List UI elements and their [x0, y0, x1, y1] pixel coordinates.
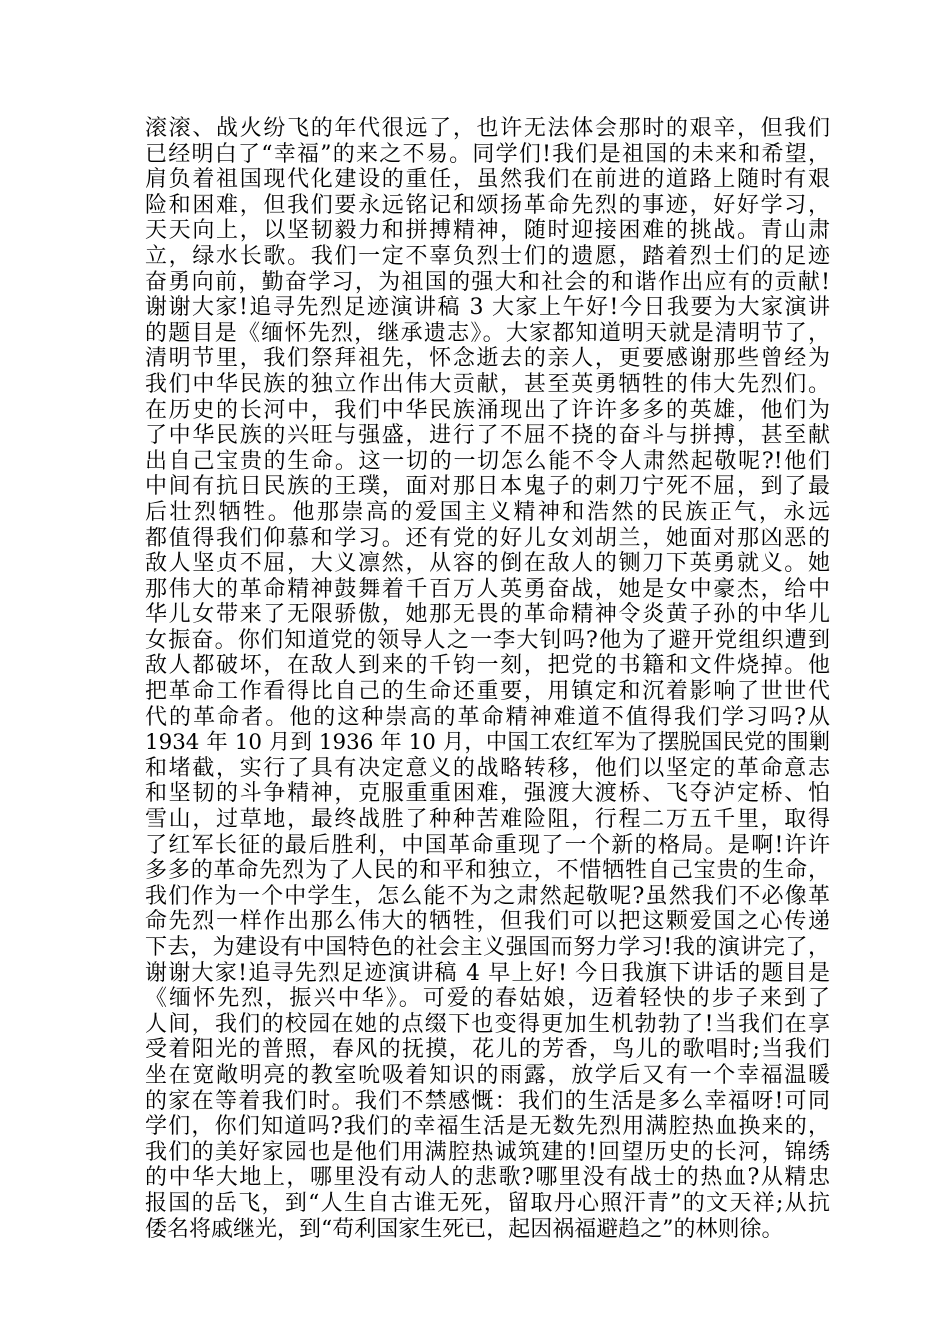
text-line: 后壮烈牺牲。他那崇高的爱国主义精神和浩然的民族正气，永远 [145, 499, 830, 525]
text-line: 坐在宽敞明亮的教室吮吸着知识的雨露，放学后又有一个幸福温暖 [145, 1062, 830, 1088]
text-line: 下去，为建设有中国特色的社会主义强国而努力学习!我的演讲完了， [145, 935, 830, 960]
text-line: 已经明白了“幸福”的来之不易。同学们!我们是祖国的未来和希望， [145, 141, 830, 167]
text-line: 肩负着祖国现代化建设的重任，虽然我们在前进的道路上随时有艰 [145, 167, 830, 193]
text-line: 我们中华民族的独立作出伟大贡献，甚至英勇牺牲的伟大先烈们。 [145, 371, 830, 397]
text-line: 1934 年 10 月到 1936 年 10 月，中国工农红军为了摆脱国民党的围剿 [145, 730, 830, 756]
text-line: 学们，你们知道吗?我们的幸福生活是无数先烈用满腔热血换来的， [145, 1114, 830, 1140]
text-line: 代的革命者。他的这种崇高的革命精神难道不值得我们学习吗?从 [145, 704, 830, 730]
text-line: 出自己宝贵的生命。这一切的一切怎么能不令人肃然起敬呢?!他们 [145, 448, 830, 474]
text-line: 的家在等着我们时。我们不禁感慨：我们的生活是多么幸福呀!可同 [145, 1088, 830, 1114]
speech-text-block [145, 116, 830, 1242]
text-line: 多多的革命先烈为了人民的和平和独立，不惜牺牲自己宝贵的生命， [145, 858, 830, 884]
text-line: 我们作为一个中学生，怎么能不为之肃然起敬呢?虽然我们不必像革 [145, 883, 830, 909]
text-line: 险和困难，但我们要永远铭记和颂扬革命先烈的事迹，好好学习， [145, 192, 830, 218]
text-line: 滚滚、战火纷飞的年代很远了，也许无法体会那时的艰辛，但我们 [145, 116, 830, 141]
text-line: 立，绿水长歌。我们一定不辜负烈士们的遗愿，踏着烈士们的足迹 [145, 243, 830, 269]
text-line: 都值得我们仰慕和学习。还有党的好儿女刘胡兰，她面对那凶恶的 [145, 525, 830, 551]
text-line: 把革命工作看得比自己的生命还重要，用镇定和沉着影响了世世代 [145, 679, 830, 705]
text-line: 敌人坚贞不屈，大义凛然，从容的倒在敌人的铡刀下英勇就义。她 [145, 551, 830, 577]
text-line: 天天向上，以坚韧毅力和拼搏精神，随时迎接困难的挑战。青山肃 [145, 218, 830, 244]
text-line: 《缅怀先烈，振兴中华》。可爱的春姑娘，迈着轻快的步子来到了 [145, 986, 830, 1012]
text-line: 奋勇向前，勤奋学习，为祖国的强大和社会的和谐作出应有的贡献! [145, 269, 830, 295]
text-line: 女振奋。你们知道党的领导人之一李大钊吗?他为了避开党组织遭到 [145, 627, 830, 653]
text-line: 我们的美好家园也是他们用满腔热诚筑建的!回望历史的长河，锦绣 [145, 1139, 830, 1165]
text-line: 在历史的长河中，我们中华民族涌现出了许许多多的英雄，他们为 [145, 397, 830, 423]
text-line: 命先烈一样作出那么伟大的牺牲，但我们可以把这颗爱国之心传递 [145, 909, 830, 935]
text-line: 的中华大地上，哪里没有动人的悲歌?哪里没有战士的热血?从精忠 [145, 1165, 830, 1191]
text-line: 了红军长征的最后胜利，中国革命重现了一个新的格局。是啊!许许 [145, 832, 830, 858]
text-line: 中间有抗日民族的王璞，面对那日本鬼子的刺刀宁死不屈，到了最 [145, 474, 830, 500]
text-line: 清明节里，我们祭拜祖先，怀念逝去的亲人，更要感谢那些曾经为 [145, 346, 830, 372]
text-line: 谢谢大家!追寻先烈足迹演讲稿 3 大家上午好!今日我要为大家演讲 [145, 295, 830, 321]
text-line: 和坚韧的斗争精神，克服重重困难，强渡大渡桥、飞夺泸定桥、怕 [145, 781, 830, 807]
text-line: 和堵截，实行了具有决定意义的战略转移，他们以坚定的革命意志 [145, 755, 830, 781]
text-line: 华儿女带来了无限骄傲，她那无畏的革命精神令炎黄子孙的中华儿 [145, 602, 830, 628]
text-line: 受着阳光的普照，春风的抚摸，花儿的芳香，鸟儿的歌唱时;当我们 [145, 1037, 830, 1063]
text-line: 谢谢大家!追寻先烈足迹演讲稿 4 早上好! 今日我旗下讲话的题目是 [145, 960, 830, 986]
text-line: 敌人都破坏，在敌人到来的千钧一刻，把党的书籍和文件烧掉。他 [145, 653, 830, 679]
text-line: 的题目是《缅怀先烈，继承遗志》。大家都知道明天就是清明节了， [145, 320, 830, 346]
text-line: 了中华民族的兴旺与强盛，进行了不屈不挠的奋斗与拼搏，甚至献 [145, 423, 830, 449]
text-line: 人间，我们的校园在她的点缀下也变得更加生机勃勃了!当我们在享 [145, 1011, 830, 1037]
text-line: 倭名将戚继光，到“苟利国家生死已，起因祸福避趋之”的林则徐。 [145, 1216, 784, 1242]
text-line: 那伟大的革命精神鼓舞着千百万人英勇奋战，她是女中豪杰，给中 [145, 576, 830, 602]
text-line: 报国的岳飞，到“人生自古谁无死，留取丹心照汗青”的文天祥;从抗 [145, 1190, 830, 1216]
text-line: 雪山，过草地，最终战胜了种种苦难险阻，行程二万五千里，取得 [145, 807, 830, 833]
